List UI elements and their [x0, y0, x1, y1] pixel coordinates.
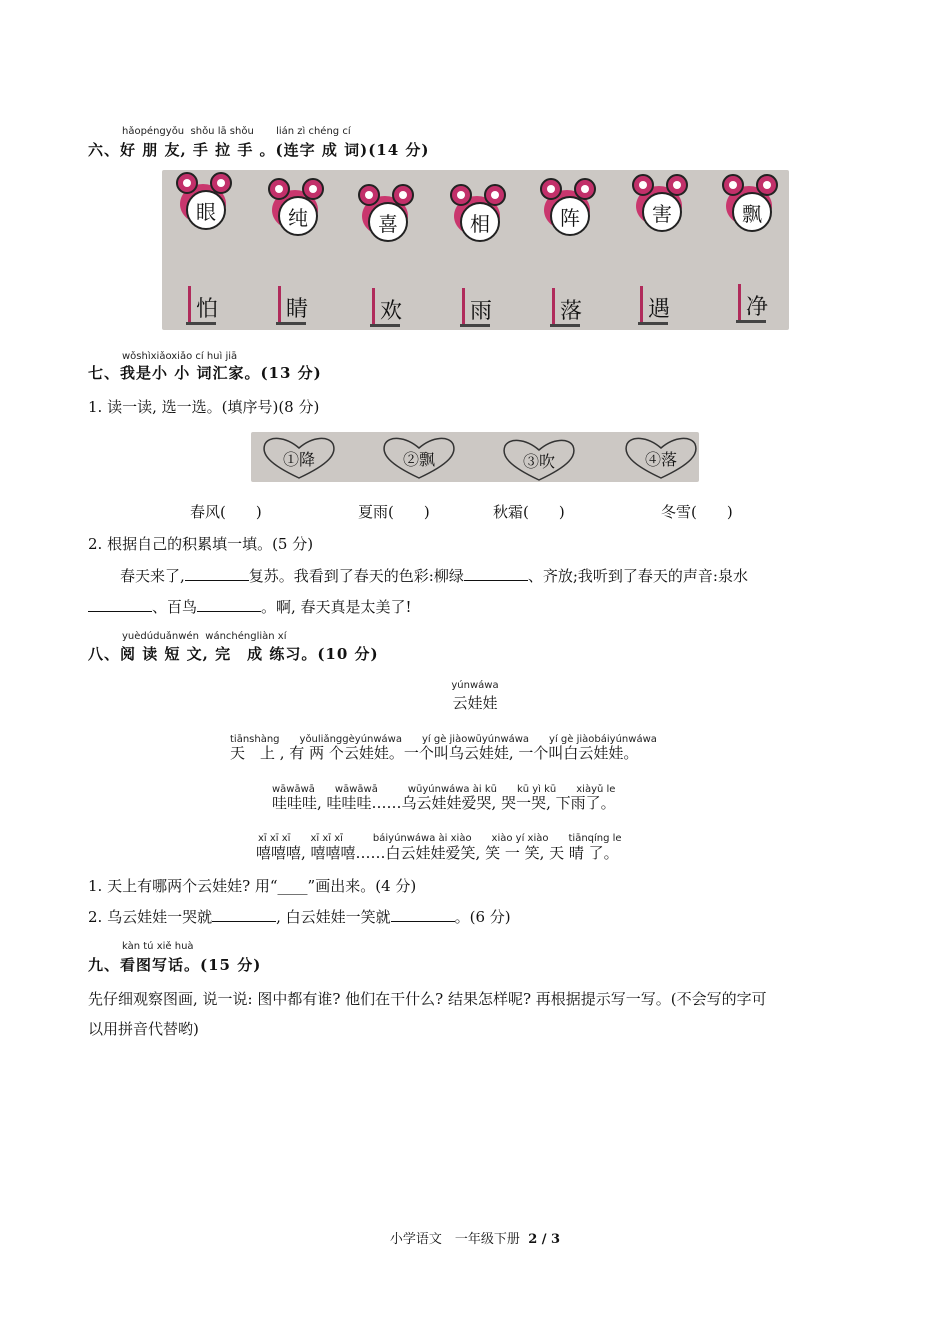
section7-q2: 2. 根据自己的积累填一填。(5 分): [88, 535, 314, 553]
answer-blank[interactable]: [391, 907, 455, 922]
frog-char: 相: [460, 202, 500, 242]
p1-part-a: 春天来了,: [120, 567, 185, 585]
pole-char: 遇: [648, 297, 671, 322]
frog-1: [174, 172, 234, 232]
section6-pinyin: [122, 126, 351, 137]
heart-label: ④落: [644, 450, 677, 469]
frog-6: [630, 174, 690, 234]
section9-text1: 先仔细观察图画, 说一说: 图中都有谁? 他们在干什么? 结果怎样呢? 再根据提示写一写。(不会写的字可: [88, 990, 767, 1008]
frog-char: 喜: [368, 202, 408, 242]
pole-6: [636, 286, 676, 328]
frog-5: [538, 178, 598, 238]
section9-title: 九、看图写话。(15 分): [88, 956, 262, 974]
pole-3: [368, 288, 408, 330]
section7-q1: 1. 读一读, 选一选。(填序号)(8 分): [88, 398, 320, 416]
section7-p2: [88, 596, 412, 617]
section9-pinyin: kàn tú xiě huà: [122, 941, 194, 952]
pole-char: 落: [560, 299, 583, 324]
story-line1: 天 上 , 有 两 个云娃娃。一个叫乌云娃娃, 一个叫白云娃娃。: [230, 744, 639, 762]
fill-summer-rain: 夏雨( ): [358, 503, 430, 521]
pole-char: 欢: [380, 299, 403, 324]
frog-char: 阵: [550, 196, 590, 236]
frog-3: [356, 184, 416, 244]
pinyin-c: lián zì chéng cí: [276, 126, 351, 137]
p1-part-c: 、齐放;我听到了春天的声音:泉水: [527, 567, 748, 585]
pinyin-b: wánchéngliàn xí: [205, 631, 287, 642]
answer-blank[interactable]: [185, 566, 249, 581]
pole-1: [184, 286, 224, 328]
page-number: 2 / 3: [528, 1232, 561, 1247]
pole-char: 睛: [286, 297, 309, 322]
frog-char: 纯: [278, 196, 318, 236]
section7-pinyin: wǒshìxiǎoxiǎo cí huì jiā: [122, 351, 238, 362]
q2-part-c: 。(6 分): [454, 908, 511, 926]
story-title-pinyin: yúnwáwa: [451, 680, 499, 691]
section8-title: 八、阅 读 短 文, 完 成 练习。(10 分): [88, 645, 379, 663]
frog-match-panel: [162, 170, 789, 330]
fill-autumn-frost: 秋霜( ): [493, 503, 565, 521]
p2-part-b: 。啊, 春天真是太美了!: [261, 598, 412, 616]
frog-4: [448, 184, 508, 244]
heart-label: ①降: [282, 450, 315, 469]
pole-char: 怕: [196, 297, 219, 322]
section9-text2: 以用拼音代替哟): [88, 1020, 199, 1038]
section8-q1: 1. 天上有哪两个云娃娃? 用“____”画出来。(4 分): [88, 877, 417, 895]
story-title: 云娃娃: [452, 694, 498, 712]
frog-char: 眼: [186, 190, 226, 230]
answer-blank[interactable]: [197, 597, 261, 612]
heart-label: ②飘: [402, 450, 435, 469]
pole-char: 雨: [470, 299, 493, 324]
pole-7: [734, 284, 774, 326]
p2-part-a: 、百鸟: [152, 598, 198, 616]
section8-pinyin: [122, 631, 287, 642]
heart-option-2: [379, 434, 459, 480]
p1-part-b: 复苏。我看到了春天的色彩:柳绿: [248, 567, 464, 585]
fill-spring-wind: 春风( ): [190, 503, 262, 521]
heart-label: ③吹: [522, 452, 555, 471]
heart-options-panel: [251, 432, 699, 482]
footer-label: 小学语文 一年级下册: [389, 1232, 520, 1247]
page-footer: [0, 1228, 950, 1247]
pole-2: [274, 286, 314, 328]
section7-title: 七、我是小 小 词汇家。(13 分): [88, 364, 322, 382]
pinyin-a: yuèdúduǎnwén: [122, 631, 199, 642]
frog-char: 害: [642, 192, 682, 232]
heart-option-4: [621, 434, 701, 480]
section8-q2: [88, 906, 511, 927]
story-line2-pinyin: wāwāwā wāwāwā wūyúnwáwa ài kū kū yì kū xiàyǔ le: [272, 784, 616, 795]
heart-option-3: [499, 436, 579, 482]
answer-blank[interactable]: [212, 907, 276, 922]
heart-option-1: [259, 434, 339, 480]
answer-blank[interactable]: [464, 566, 528, 581]
fill-winter-snow: 冬雪( ): [661, 503, 733, 521]
story-line1-pinyin: tiānshàng yǒuliǎnggèyúnwáwa yí gè jiàowūyúnwáwa yí gè jiàobáiyúnwáwa: [230, 734, 657, 745]
story-line3: 嘻嘻嘻, 嘻嘻嘻……白云娃娃爱笑, 笑 一 笑, 天 晴 了。: [256, 844, 619, 862]
pinyin-b: shǒu lā shǒu: [190, 126, 254, 137]
pole-char: 净: [746, 295, 769, 320]
q2-part-a: 2. 乌云娃娃一哭就: [88, 908, 213, 926]
pole-4: [458, 288, 498, 330]
pinyin-a: hǎopéngyǒu: [122, 126, 185, 137]
answer-blank[interactable]: [88, 597, 152, 612]
frog-char: 飘: [732, 192, 772, 232]
q2-part-b: , 白云娃娃一笑就: [276, 908, 391, 926]
section7-p1: [120, 565, 748, 586]
section6-title: 六、好 朋 友, 手 拉 手 。(连字 成 词)(14 分): [88, 141, 430, 159]
frog-2: [266, 178, 326, 238]
frog-7: [720, 174, 780, 234]
pole-5: [548, 288, 588, 330]
story-line2: 哇哇哇, 哇哇哇……乌云娃娃爱哭, 哭一哭, 下雨了。: [272, 794, 616, 812]
story-line3-pinyin: xī xī xī xī xī xī báiyúnwáwa ài xiào xiào yí xiào tiānqíng le: [258, 833, 622, 844]
